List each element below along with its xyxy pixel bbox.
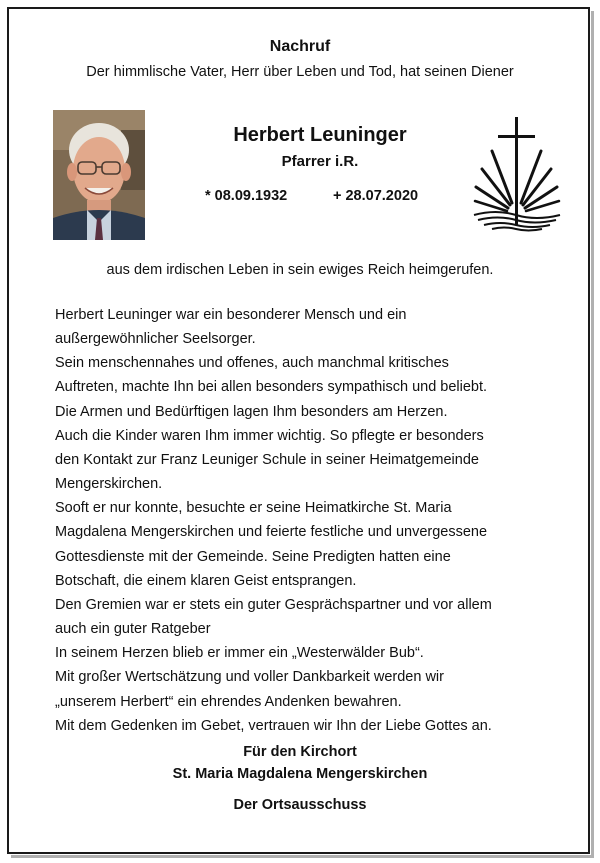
deceased-name: Herbert Leuninger [233, 124, 407, 146]
signature-line-3: Der Ortsausschuss [233, 797, 367, 813]
body-line: Sooft er nur konnte, besuchte er seine Heimatkirche St. Maria [55, 500, 452, 517]
signature-line-1: Für den Kirchort [243, 744, 357, 760]
body-line: auch ein guter Ratgeber [55, 621, 211, 638]
body-line: den Kontakt zur Franz Leuniger Schule in seiner Heimatgemeinde [55, 451, 479, 468]
body-line: Magdalena Mengerskirchen und feierte festliche und unvergessene [55, 524, 488, 541]
signature-line-2: St. Maria Magdalena Mengerskirchen [172, 766, 428, 782]
body-line: „unserem Herbert“ ein ehrendes Andenken bewahren. [55, 693, 402, 710]
body-line: Die Armen und Bedürftigen lagen Ihm besonders am Herzen. [55, 403, 448, 420]
deceased-role: Pfarrer i.R. [281, 153, 359, 170]
body-line: In seinem Herzen blieb er immer ein „Westerwälder Bub“. [55, 645, 424, 662]
document-title: Nachruf [269, 38, 331, 55]
body-line: Auch die Kinder waren Ihm immer wichtig. So pflegte er besonders [55, 427, 484, 444]
body-line: Herbert Leuninger war ein besonderer Mensch und ein [55, 307, 407, 323]
body-line: Sein menschennahes und offenes, auch manchmal kritisches [55, 355, 449, 372]
portrait-photo [53, 110, 145, 240]
body-line: Auftreten, machte Ihn bei allen besonders sympathisch und beliebt. [55, 379, 488, 396]
body-line: Den Gremien war er stets ein guter Gesprächspartner und vor allem [55, 596, 492, 613]
death-date: + 28.07.2020 [333, 188, 419, 204]
intro-text: Der himmlische Vater, Herr über Leben und Tod, hat seinen Diener [86, 64, 514, 80]
body-line: Mengerskirchen. [55, 476, 163, 493]
birth-date: * 08.09.1932 [205, 188, 288, 204]
body-line: Mit großer Wertschätzung und voller Dankbarkeit werden wir [55, 669, 444, 686]
body-line: außergewöhnlicher Seelsorger. [55, 331, 256, 348]
sub-intro-text: aus dem irdischen Leben in sein ewiges Reich heimgerufen. [106, 262, 494, 278]
portrait-illustration [53, 110, 145, 240]
obituary-body [55, 303, 575, 738]
body-line: Gottesdienste mit der Gemeinde. Seine Predigten hatten eine [55, 548, 451, 565]
cross-sunrays-emblem-icon [468, 115, 568, 235]
body-line: Mit dem Gedenken im Gebet, vertrauen wir Ihn der Liebe Gottes an. [55, 717, 492, 734]
body-line: Botschaft, die einem klaren Geist entsprangen. [55, 572, 357, 589]
